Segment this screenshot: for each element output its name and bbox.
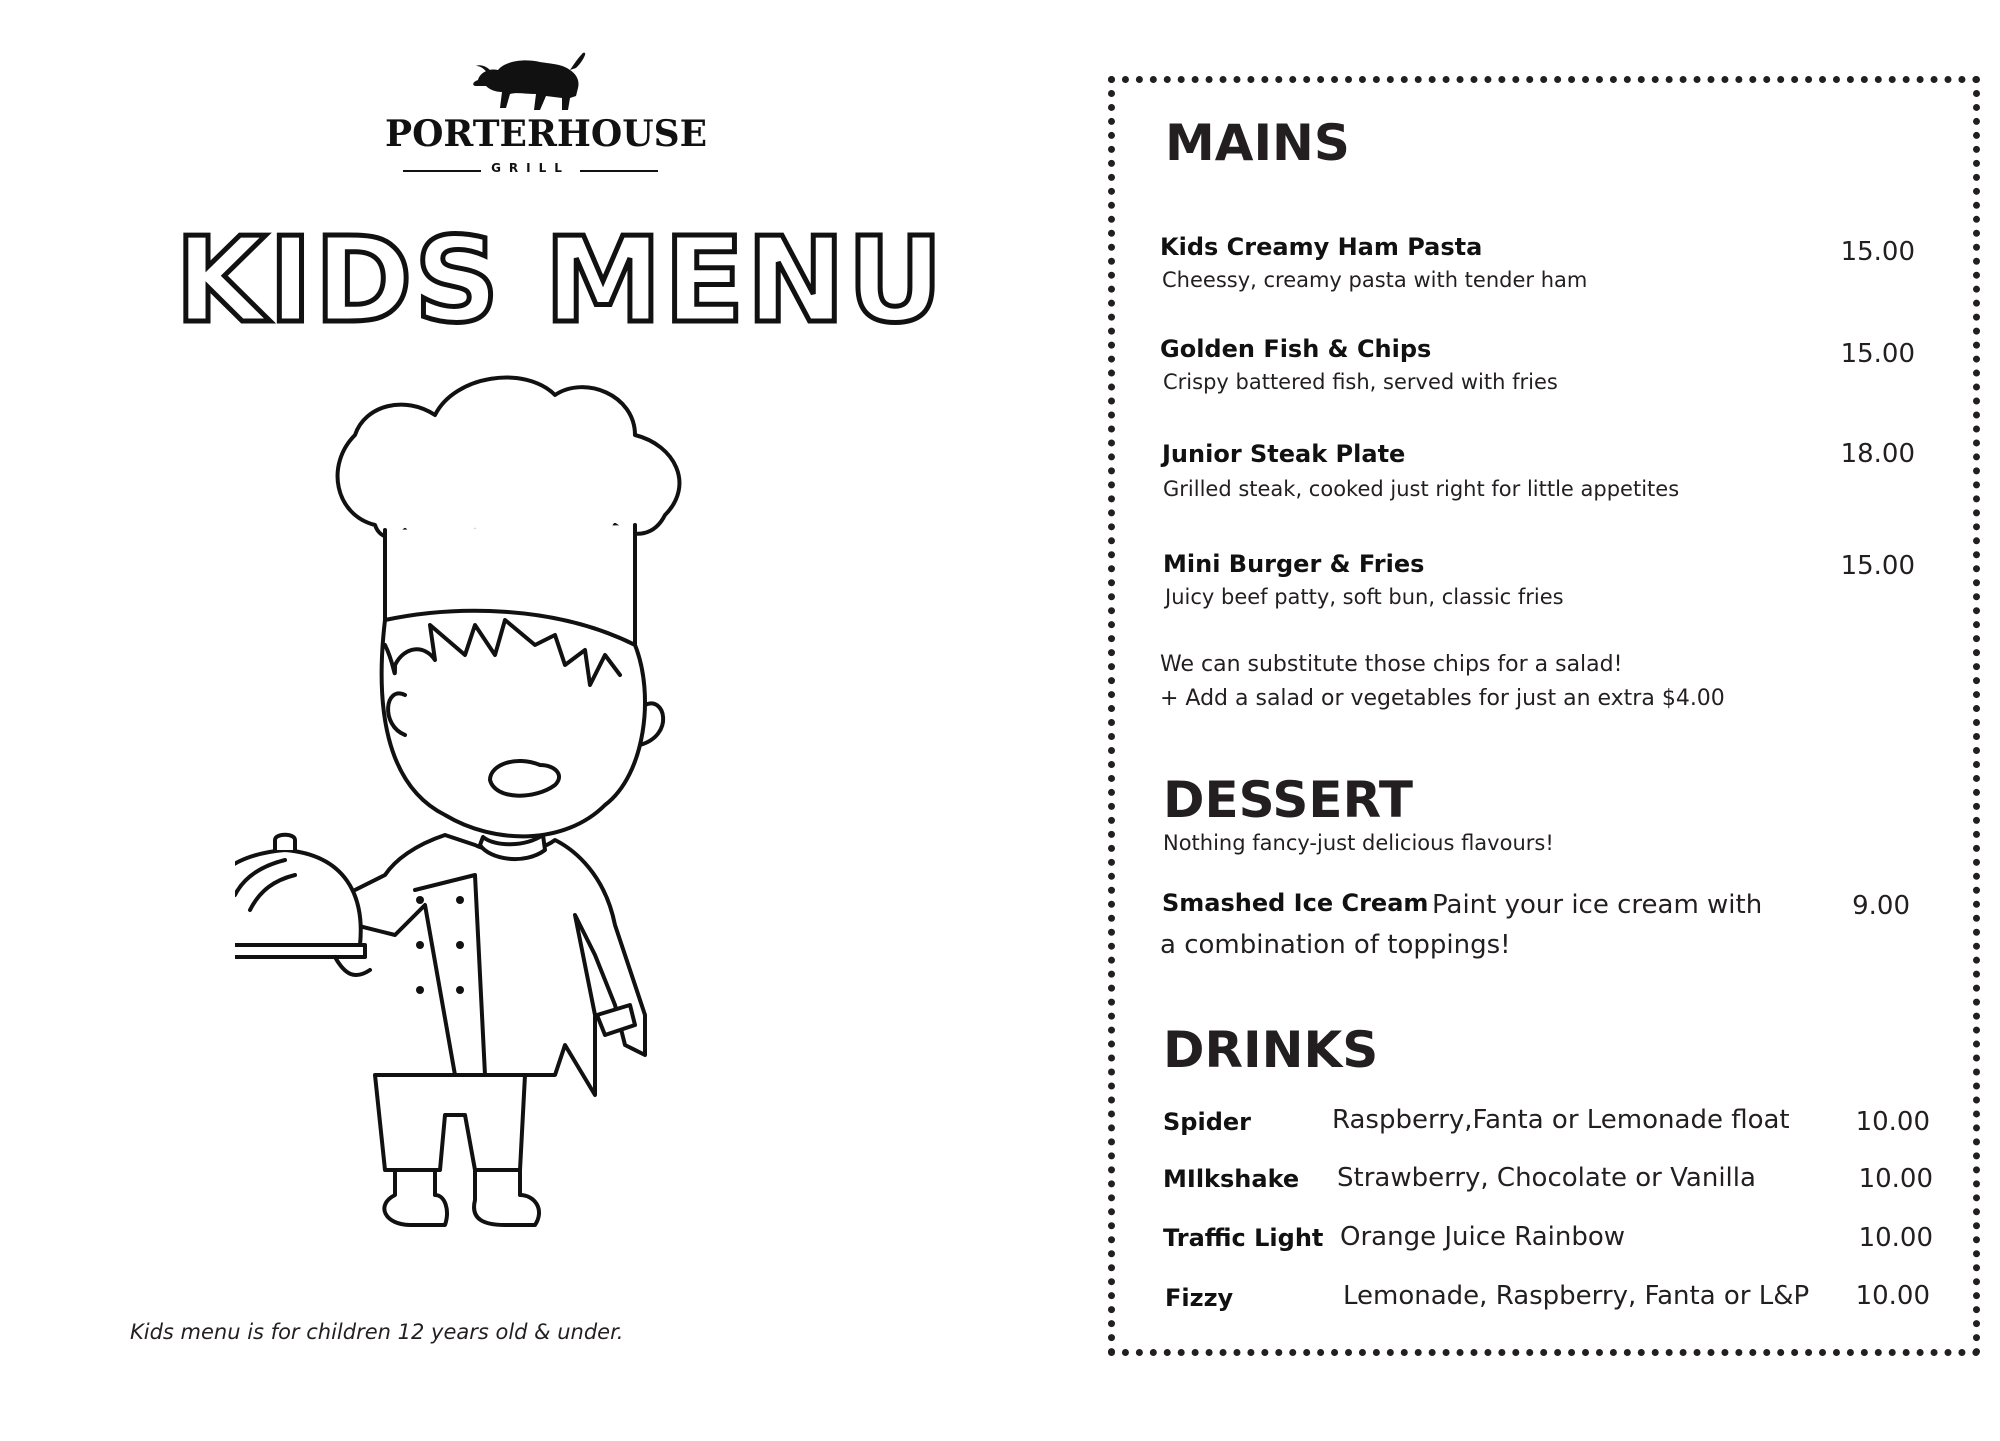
drink-desc: Raspberry,Fanta or Lemonade float xyxy=(1332,1105,1790,1135)
menu-item-desc: Juicy beef patty, soft bun, classic fries xyxy=(1165,585,1564,609)
menu-item-price: 15.00 xyxy=(1840,551,1915,581)
menu-item-name: Golden Fish & Chips xyxy=(1160,335,1432,363)
drink-desc: Orange Juice Rainbow xyxy=(1340,1222,1626,1252)
menu-item-name: Kids Creamy Ham Pasta xyxy=(1160,233,1483,261)
menu-item-desc: Grilled steak, cooked just right for little appetites xyxy=(1163,477,1680,501)
menu-item-price: 15.00 xyxy=(1840,339,1915,369)
substitution-note: We can substitute those chips for a salad! xyxy=(1160,652,1623,677)
drink-desc: Lemonade, Raspberry, Fanta or L&P xyxy=(1343,1281,1810,1311)
age-note: Kids menu is for children 12 years old & under. xyxy=(130,1320,624,1344)
brand-logo xyxy=(385,50,708,185)
divider xyxy=(403,170,481,172)
menu-item-name: Mini Burger & Fries xyxy=(1163,550,1425,578)
drink-name: Spider xyxy=(1163,1108,1251,1136)
drink-price: 10.00 xyxy=(1858,1164,1933,1194)
drink-name: Fizzy xyxy=(1165,1284,1234,1312)
drink-name: MIlkshake xyxy=(1163,1165,1300,1193)
menu-item-name: Junior Steak Plate xyxy=(1162,440,1406,468)
mains-title: MAINS xyxy=(1165,114,1350,172)
menu-item-desc: Cheessy, creamy pasta with tender ham xyxy=(1162,268,1588,292)
divider xyxy=(580,170,658,172)
chef-illustration xyxy=(235,355,775,1255)
brand-name: PORTERHOUSE xyxy=(385,113,708,155)
menu-item-desc: Crispy battered fish, served with fries xyxy=(1163,370,1558,394)
menu-item-desc: Paint your ice cream with xyxy=(1432,890,1763,920)
extras-note: + Add a salad or vegetables for just an extra $4.00 xyxy=(1160,686,1725,711)
drink-price: 10.00 xyxy=(1858,1223,1933,1253)
dessert-subtitle: Nothing fancy-just delicious flavours! xyxy=(1163,831,1554,855)
menu-item-name: Smashed Ice Cream xyxy=(1162,889,1429,917)
drink-price: 10.00 xyxy=(1855,1281,1930,1311)
menu-item-price: 18.00 xyxy=(1840,439,1915,469)
brand-subtitle: GRILL xyxy=(491,161,570,175)
brand-subtitle-row xyxy=(403,160,658,180)
bull-icon xyxy=(470,50,590,114)
dessert-title: DESSERT xyxy=(1163,771,1413,829)
menu-item-price: 15.00 xyxy=(1840,237,1915,267)
drink-price: 10.00 xyxy=(1855,1107,1930,1137)
menu-item-desc: a combination of toppings! xyxy=(1160,930,1511,960)
page-title: KIDS MENU xyxy=(175,211,945,349)
drink-name: Traffic Light xyxy=(1163,1224,1324,1252)
drink-desc: Strawberry, Chocolate or Vanilla xyxy=(1337,1163,1756,1193)
drinks-title: DRINKS xyxy=(1163,1021,1379,1079)
menu-item-price: 9.00 xyxy=(1852,891,1910,921)
